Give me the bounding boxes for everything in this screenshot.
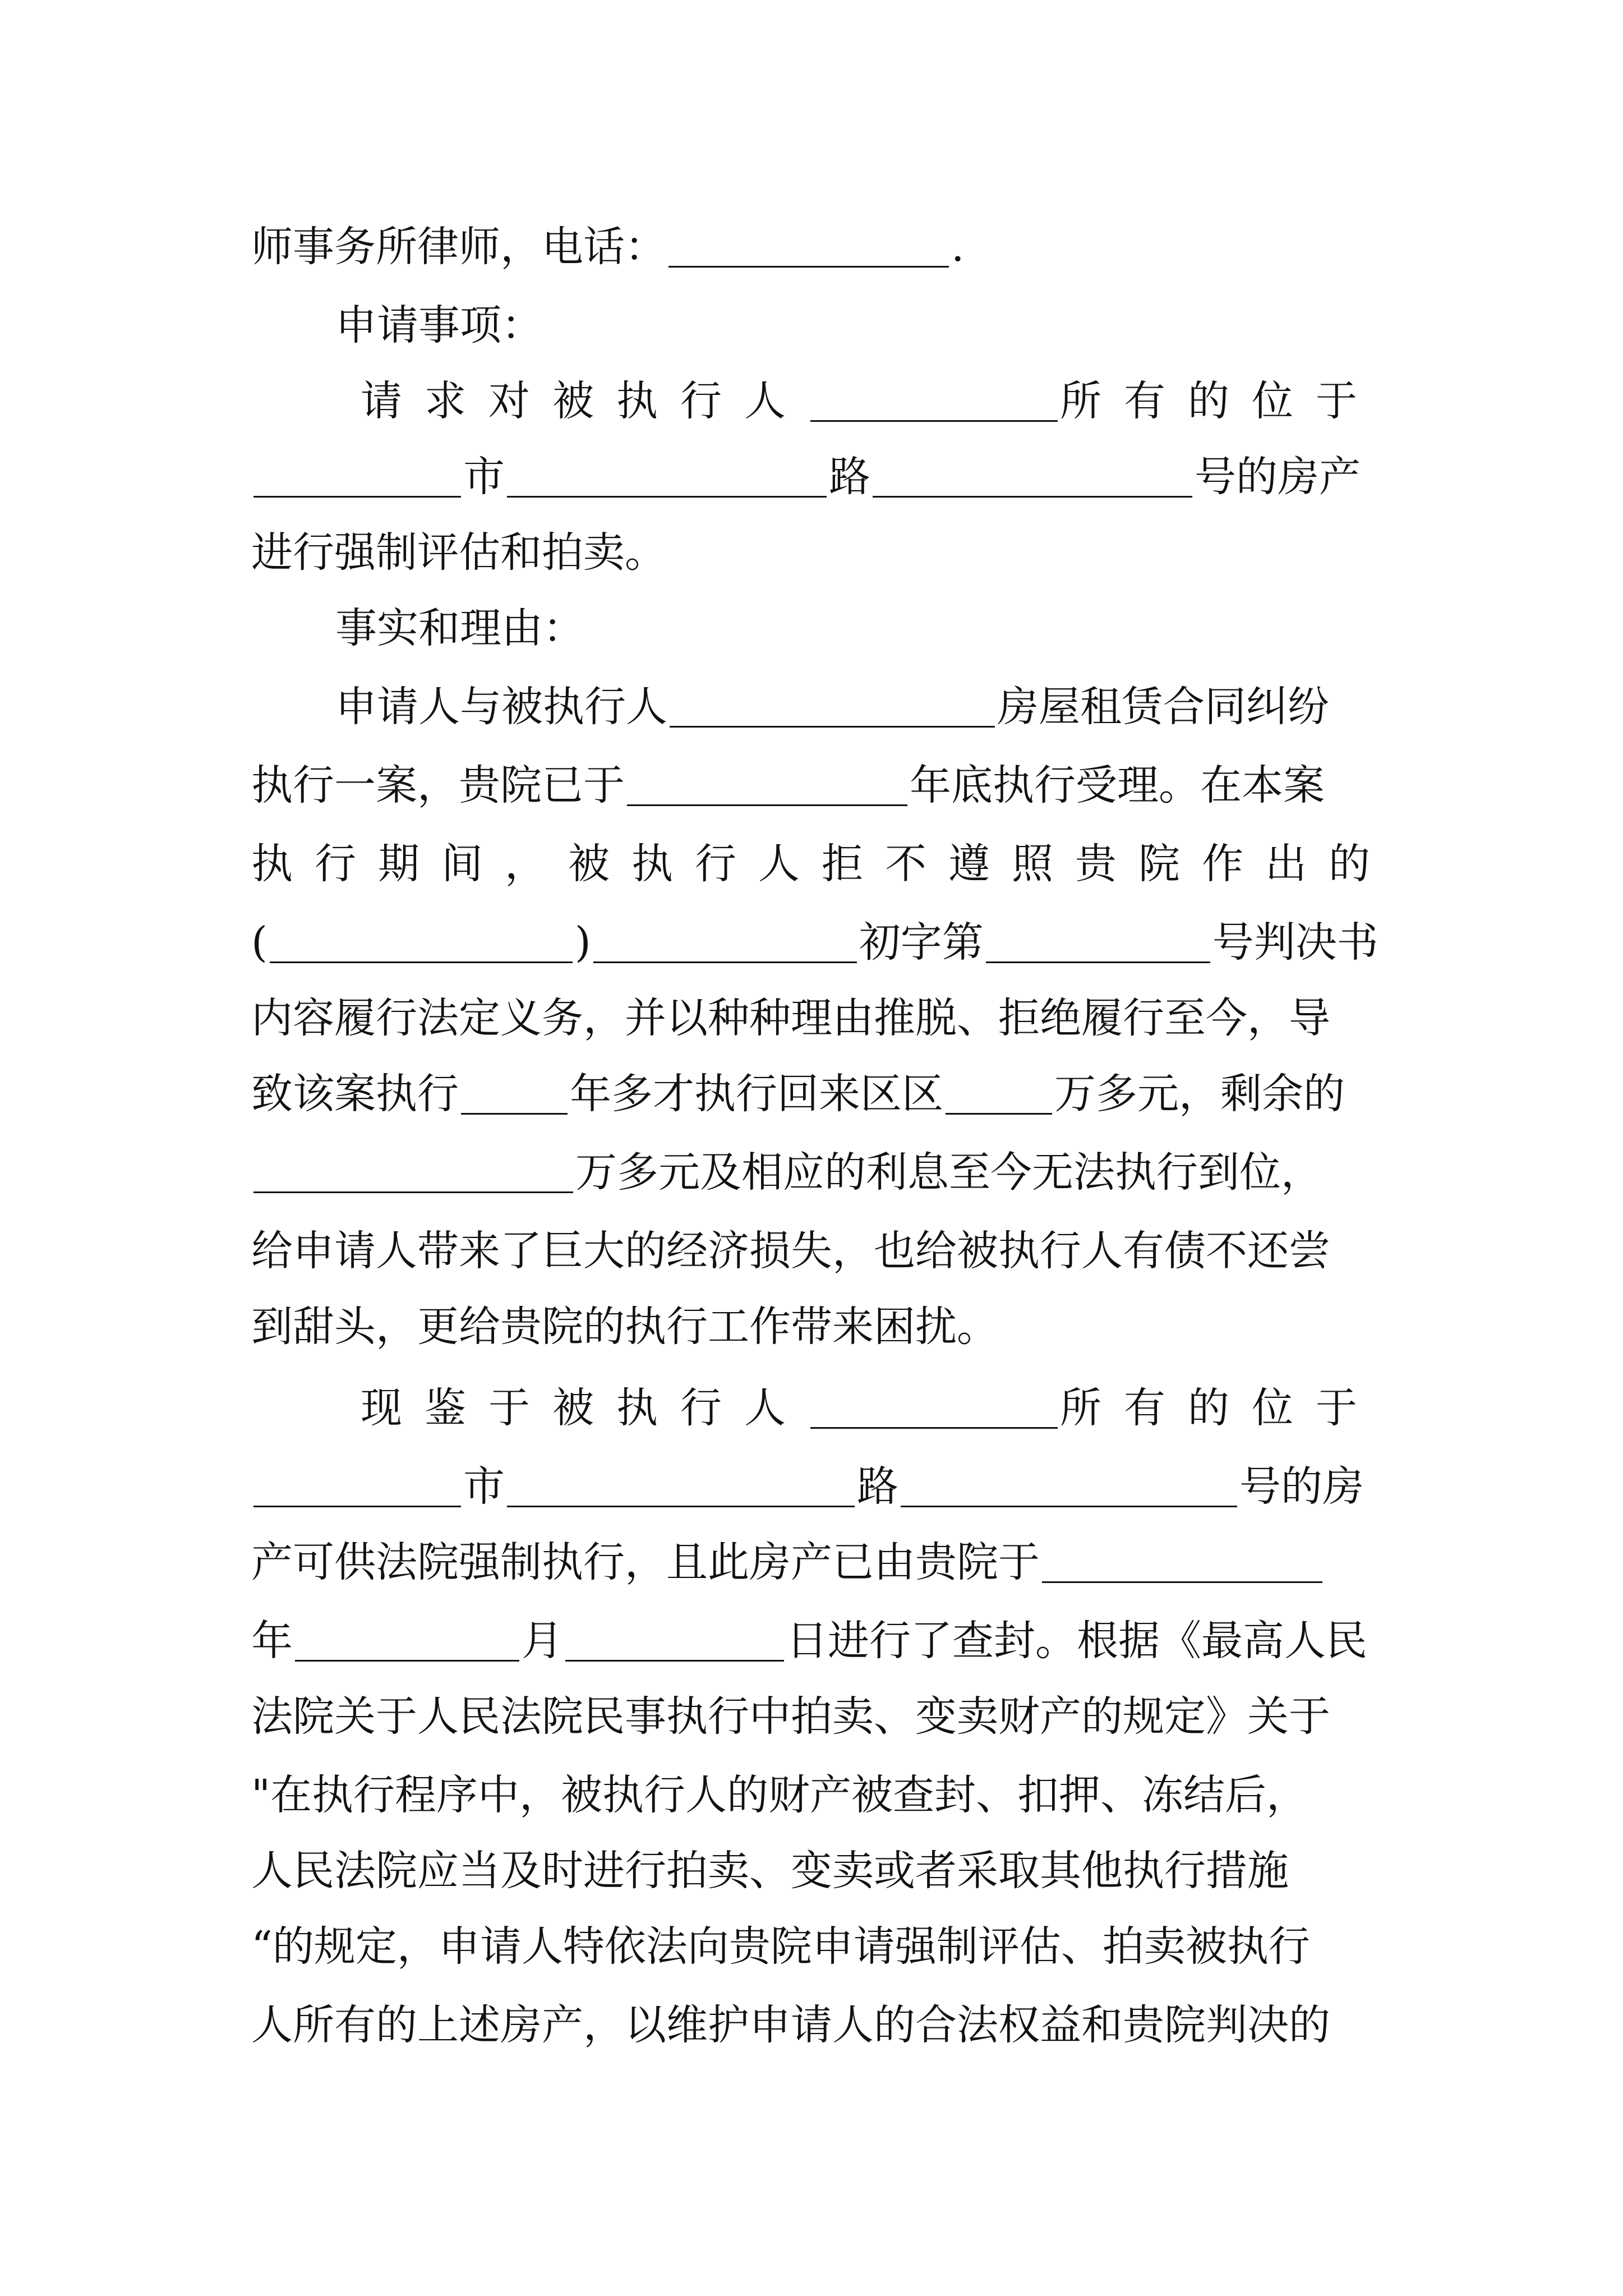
date-line <box>251 1602 1380 1680</box>
address-line-2 <box>251 1447 1380 1526</box>
respondent-blank-2 <box>670 687 995 728</box>
phone-blank <box>668 227 949 268</box>
facts-line-5 <box>251 979 1380 1057</box>
period: . <box>951 223 965 271</box>
property-text-b: 所有的位于 <box>1060 1384 1380 1432</box>
facts-text-b: 房屋租赁合同纠纷 <box>997 683 1329 731</box>
number-blank <box>873 457 1192 498</box>
law-line-4 <box>251 1907 1380 1986</box>
law-text-c: 人民法院应当及时进行拍卖、变卖或者采取其他执行措施 <box>251 1847 1289 1895</box>
case-prefix: 初字第 <box>859 918 984 967</box>
city-blank-2 <box>253 1466 461 1507</box>
open-paren: ( <box>251 918 268 967</box>
month-blank <box>295 1621 519 1662</box>
heading-application-items <box>251 286 1380 365</box>
facts-text-a: 申请人与被执行人 <box>335 683 667 731</box>
facts-text-i: 万多元，剩余的 <box>1054 1070 1345 1118</box>
year-blank <box>627 765 907 806</box>
remaining-amount-blank <box>253 1152 573 1193</box>
city-label-2: 市 <box>463 1462 505 1511</box>
road-blank-2 <box>507 1466 855 1507</box>
respondent-blank <box>810 381 1058 422</box>
lawyer-phone-label: 师事务所律师，电话： <box>251 223 666 271</box>
case-number-blank <box>986 922 1210 963</box>
facts-text-f: 内容履行法定义务，并以种种理由推脱、拒绝履行至今，导 <box>251 994 1330 1042</box>
request-end-line <box>251 513 1380 592</box>
court-code-blank <box>593 922 857 963</box>
facts-line-6 <box>251 1055 1380 1133</box>
heading-facts-text: 事实和理由： <box>335 604 584 652</box>
law-text-d: “的规定，申请人特依法向贵院申请强制评估、拍卖被执行 <box>251 1922 1310 1971</box>
house-number-label-2: 号的房 <box>1239 1462 1364 1511</box>
respondent-blank-3 <box>810 1388 1058 1429</box>
facts-line-7 <box>251 1133 1380 1212</box>
road-label: 路 <box>829 453 870 501</box>
judgment-line <box>251 903 1380 982</box>
facts-text-j: 万多元及相应的利息至今无法执行到位， <box>575 1148 1322 1197</box>
years-blank <box>461 1074 568 1115</box>
facts-line-2 <box>251 746 1380 825</box>
facts-text-l: 到甜头，更给贵院的执行工作带来困扰。 <box>251 1303 998 1351</box>
request-end-text: 进行强制评估和拍卖。 <box>251 528 666 577</box>
facts-line-9 <box>251 1287 1380 1366</box>
amount-blank <box>946 1074 1052 1115</box>
property-text-c: 产可供法院强制执行，且此房产已由贵院于 <box>251 1538 1040 1586</box>
law-text-e: 人所有的上述房产，以维护申请人的合法权益和贵院判决的 <box>251 2001 1330 2049</box>
facts-text-c: 执行一案，贵院已于 <box>251 761 625 809</box>
request-text-b: 所有的位于 <box>1060 377 1380 425</box>
year-label: 年 <box>251 1617 293 1665</box>
month-label: 月 <box>522 1617 563 1665</box>
property-text-a: 现鉴于被执行人 <box>361 1384 808 1432</box>
facts-line-1 <box>251 668 1380 746</box>
facts-line-3 <box>251 825 1392 903</box>
law-line-1 <box>251 1677 1380 1756</box>
road-label-2: 路 <box>857 1462 898 1511</box>
day-text: 日进行了查封。根据《最高人民 <box>786 1617 1367 1665</box>
case-year-blank <box>270 922 573 963</box>
property-line-1 <box>251 1369 1380 1447</box>
facts-text-e: 执行期间，被执行人拒不遵照贵院作出的 <box>251 840 1392 888</box>
request-line-1 <box>251 362 1380 440</box>
city-label: 市 <box>463 453 505 501</box>
law-line-3 <box>251 1832 1380 1910</box>
property-line-3 <box>251 1523 1380 1602</box>
lawyer-phone-line <box>251 208 1380 286</box>
city-blank <box>253 457 461 498</box>
day-blank <box>565 1621 784 1662</box>
road-blank <box>507 457 827 498</box>
facts-line-8 <box>251 1212 1380 1290</box>
seal-year-blank <box>1042 1542 1322 1583</box>
law-text-b: "在执行程序中，被执行人的财产被查封、扣押、冻结后， <box>251 1771 1308 1819</box>
close-paren: ) <box>574 918 591 967</box>
facts-text-k: 给申请人带来了巨大的经济损失，也给被执行人有债不还尝 <box>251 1227 1330 1275</box>
law-line-2 <box>251 1756 1380 1834</box>
heading-facts <box>251 589 1380 668</box>
judgment-label: 号判决书 <box>1212 918 1378 967</box>
facts-text-d: 年底执行受理。在本案 <box>910 761 1325 809</box>
number-blank-2 <box>901 1466 1237 1507</box>
facts-text-g: 致该案执行 <box>251 1070 459 1118</box>
heading-text: 申请事项： <box>335 301 543 349</box>
request-text-a: 请求对被执行人 <box>361 377 808 425</box>
house-number-label: 号的房产 <box>1195 453 1361 501</box>
facts-text-h: 年多才执行回来区区 <box>570 1070 943 1118</box>
law-line-5 <box>251 1986 1380 2064</box>
address-line-1 <box>251 438 1380 516</box>
law-text-a: 法院关于人民法院民事执行中拍卖、变卖财产的规定》关于 <box>251 1692 1330 1741</box>
